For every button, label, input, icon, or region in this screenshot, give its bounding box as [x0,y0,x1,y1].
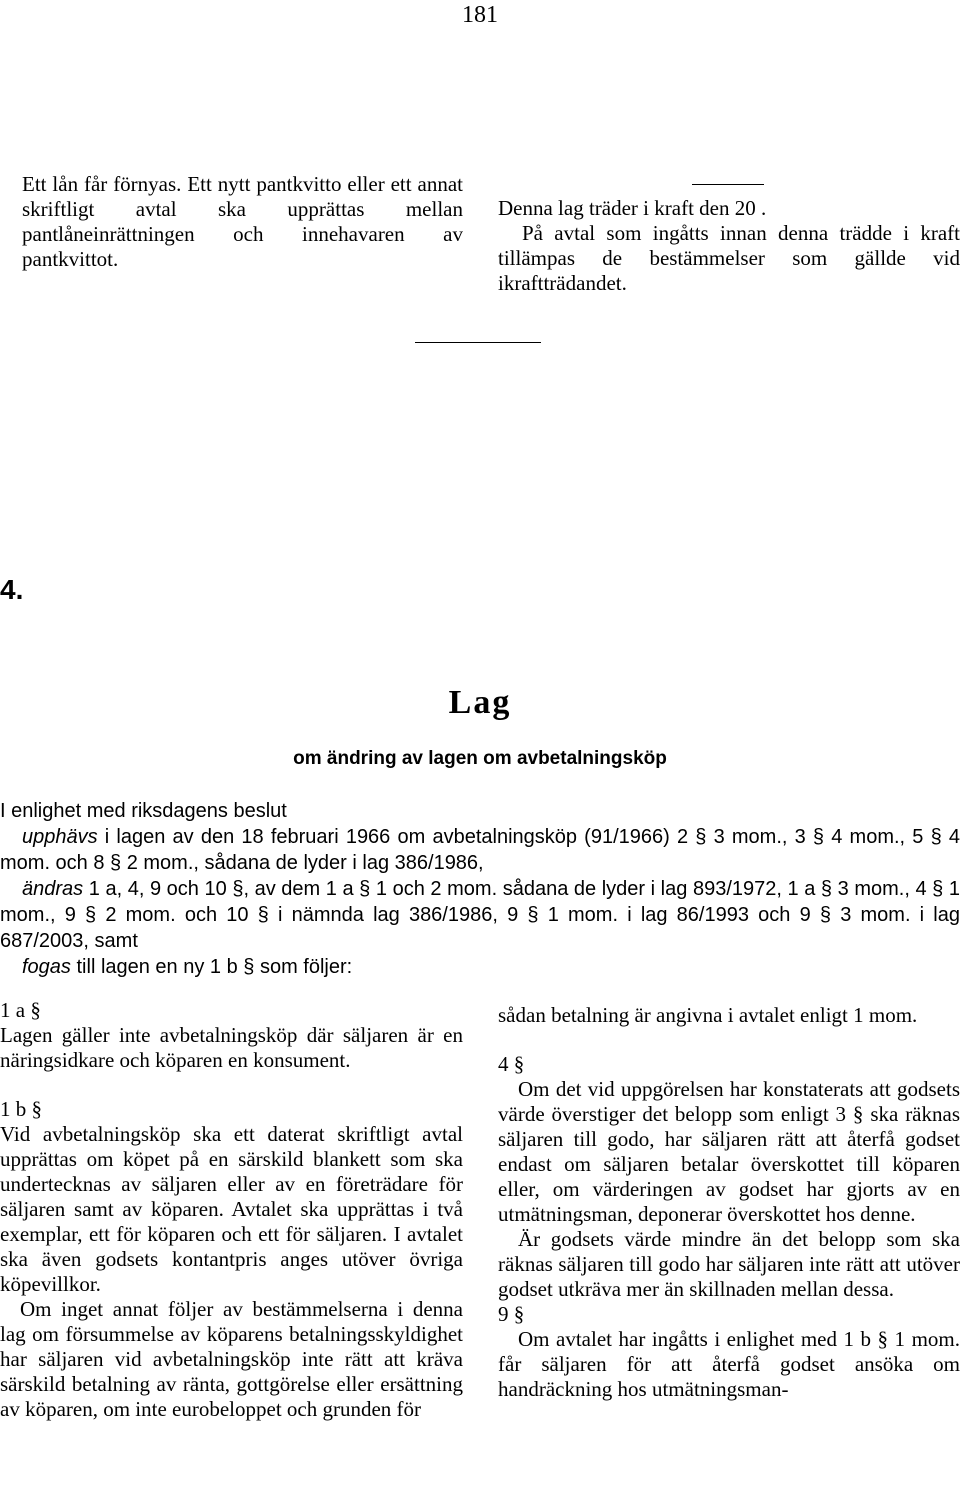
section-1b-paragraph-2: Om inget annat följer av bestämmelserna i denna lag om försummelse av köparens betalningsskyldighet har säljaren vid avbetalningsköp inte rätt att kräva särskild betalning av ränta, gottgörelse eller ersättning av köparen, om inte eurobeloppet och grunden för [0,1297,463,1421]
add-text: till lagen en ny 1 b § som följer: [70,956,353,978]
amend-clause [0,876,960,954]
section-4-paragraph-1: Om det vid uppgörelsen har konstaterats att godsets värde överstiger det belopp som enligt 3 § ska räknas säljaren till godo, har säljaren rätt att återfå godset endast om säljaren betalar överskottet till köparen eller, om värderingen av godset har gjorts av en utmätningsman, deponerar överskottet hos denne. [498,1077,960,1226]
repeal-clause [0,824,960,876]
divider-end [415,342,541,343]
right-column [498,1003,960,1402]
repeal-text: i lagen av den 18 februari 1966 om avbetalningsköp (91/1966) 2 § 3 mom., 3 § 4 mom., 5 § 4 mom. och 8 § 2 mom., sådana de lyder i lag 386/1986, [0,826,960,874]
law-subtitle: om ändring av lagen om avbetalningsköp [293,748,667,769]
enactment-clause [0,798,960,980]
amend-keyword: ändras [22,878,84,900]
entry-into-force-text: Denna lag träder i kraft den 20 . [498,196,767,220]
section-number: 4. [0,574,24,605]
section-9-heading: 9 § [498,1302,525,1326]
add-keyword: fogas [22,956,71,978]
intro-line: I enlighet med riksdagens beslut [0,800,287,822]
amend-text: 1 a, 4, 9 och 10 §, av dem 1 a § 1 och 2 mom. sådana de lyder i lag 893/1972, 1 a § 3 mom., 4 § 1 mom., 9 § 2 mom. och 10 § i nämnda lag 386/1986, 9 § 1 mom. i lag 86/1993 och 9 § 3 mom. i lag 687/2003, samt [0,878,960,952]
section-9-paragraph-1: Om avtalet har ingåtts i enlighet med 1 b § 1 mom. får säljaren för att återfå godset ansöka om handräckning hos utmätningsman- [498,1327,960,1401]
law-title: Lag [448,684,512,721]
add-clause [0,954,960,980]
transition-text: På avtal som ingåtts innan denna trädde i kraft tillämpas de bestämmelser som gällde vid ikraftträdandet. [498,221,960,295]
section-4-heading: 4 § [498,1052,525,1076]
continued-text: sådan betalning är angivna i avtalet enligt 1 mom. [498,1003,918,1027]
section-1a-text: Lagen gäller inte avbetalningsköp där säljaren är en näringsidkare och köparen en konsument. [0,1023,463,1072]
section-1a-heading: 1 a § [0,998,41,1022]
top-right-paragraph [498,196,960,296]
top-left-paragraph: Ett lån får förnyas. Ett nytt pantkvitto eller ett annat skriftligt avtal ska upprättas mellan pantlåneinrättningen och innehavaren av pantkvittot. [22,172,463,271]
section-1b-heading: 1 b § [0,1097,42,1121]
left-column [0,998,463,1422]
page-number: 181 [462,2,498,28]
repeal-keyword: upphävs [22,826,98,848]
divider-short [692,184,764,185]
section-1b-paragraph-1: Vid avbetalningsköp ska ett daterat skriftligt avtal upprättas om köpet på en särskild blankett som ska undertecknas av säljaren eller av en företrädare för säljaren samt av köparen. Avtalet ska upprättas i två exemplar, ett för köparen och ett för säljaren. I avtalet ska även godsets kontantpris anges utöver övriga köpevillkor. [0,1122,463,1296]
section-4-paragraph-2: Är godsets värde mindre än det belopp som ska räknas säljaren till godo har säljaren inte rätt att utöver godset utkräva mer än skillnaden mellan dessa. [498,1227,960,1301]
